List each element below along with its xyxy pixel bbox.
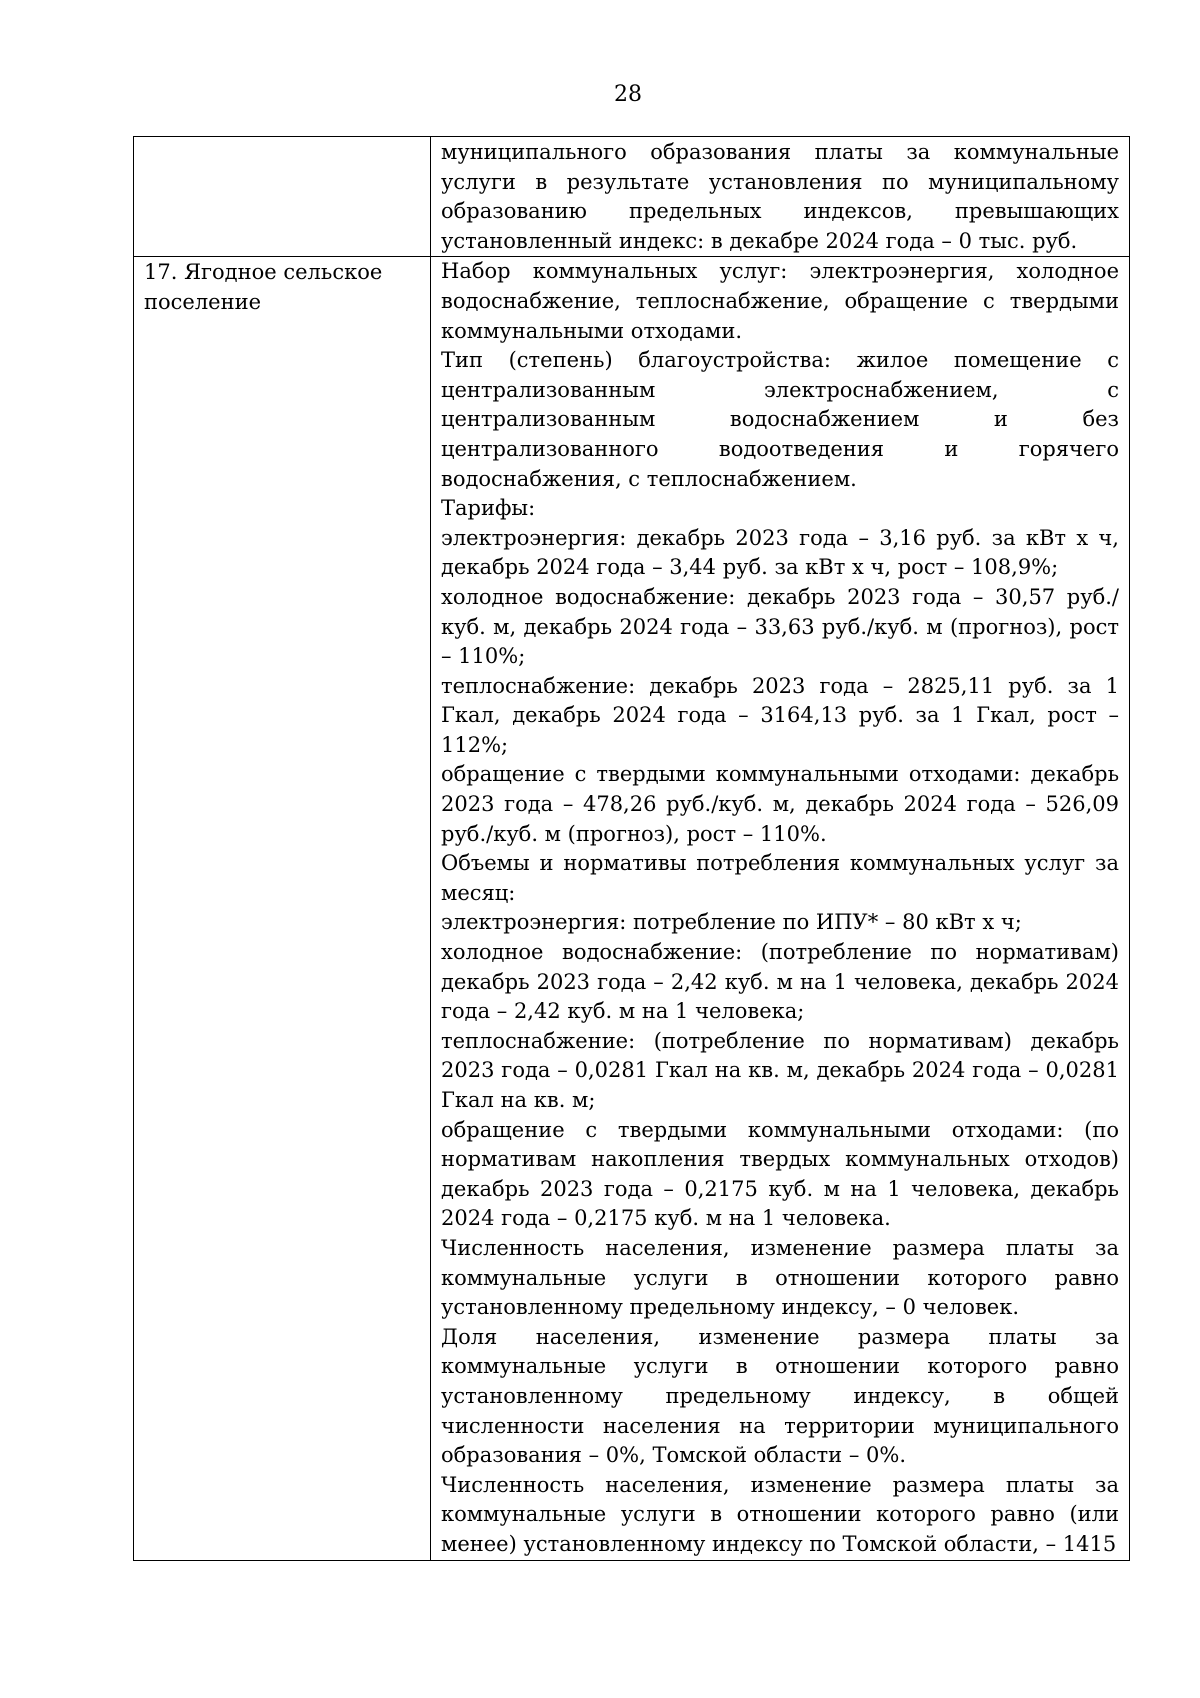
- paragraph: Доля населения, изменение размера платы за коммунальные услуги в отношении которого равно установленному предельному индексу, в общей численности населения на территории муниципального образования – 0%, Томской области – 0%.: [441, 1324, 1119, 1468]
- paragraph: Объемы и нормативы потребления коммунальных услуг за месяц:: [441, 851, 1119, 905]
- paragraph: Численность населения, изменение размера платы за коммунальные услуги в отношении которого равно (или менее) установленному индексу по Томской области, – 1415: [441, 1472, 1119, 1556]
- table-row: [134, 137, 1130, 257]
- tariff-table: [133, 136, 1130, 1561]
- paragraph: Тип (степень) благоустройства: жилое помещение с централизованным электроснабжением, с централизованным водоснабжением и без централизованного водоотведения и горячего водоснабжения, с теплоснабжением.: [441, 348, 1119, 491]
- paragraph: обращение с твердыми коммунальными отходами: декабрь 2023 года – 478,26 руб./куб. м, декабрь 2024 года – 526,09 руб./куб. м (прогноз), рост – 110%.: [441, 762, 1119, 846]
- municipality-name: 17. Ягодное сельское поселение: [144, 260, 383, 314]
- municipality-name: [144, 137, 420, 138]
- description-cell: [431, 257, 1130, 1560]
- municipality-cell: [134, 257, 431, 1560]
- page-number: 28: [614, 82, 642, 107]
- paragraph: теплоснабжение: декабрь 2023 года – 2825,11 руб. за 1 Гкал, декабрь 2024 года – 3164,13 руб. за 1 Гкал, рост – 112%;: [441, 673, 1119, 757]
- paragraph: холодное водоснабжение: (потребление по нормативам) декабрь 2023 года – 2,42 куб. м на 1 человека, декабрь 2024 года – 2,42 куб. м на 1 человека;: [441, 940, 1119, 1024]
- paragraph: теплоснабжение: (потребление по нормативам) декабрь 2023 года – 0,0281 Гкал на кв. м, декабрь 2024 года – 0,0281 Гкал на кв. м;: [441, 1028, 1119, 1112]
- paragraph: муниципального образования платы за коммунальные услуги в результате установления по муниципальному образованию предельных индексов, превышающих установленный индекс: в декабре 2024 года – 0 тыс. руб.: [441, 140, 1119, 253]
- paragraph: Численность населения, изменение размера платы за коммунальные услуги в отношении которого равно установленному предельному индексу, – 0 человек.: [441, 1235, 1119, 1320]
- description-cell: [431, 137, 1130, 257]
- paragraph: электроэнергия: декабрь 2023 года – 3,16 руб. за кВт х ч, декабрь 2024 года – 3,44 руб. за кВт х ч, рост – 108,9%;: [441, 525, 1119, 580]
- paragraph: холодное водоснабжение: декабрь 2023 года – 30,57 руб./куб. м, декабрь 2024 года – 33,63 руб./куб. м (прогноз), рост – 110%;: [441, 584, 1119, 669]
- paragraph: Набор коммунальных услуг: электроэнергия, холодное водоснабжение, теплоснабжение, обращение с твердыми коммунальными отходами.: [441, 259, 1119, 343]
- municipality-cell: [134, 137, 431, 257]
- paragraph: Тарифы:: [441, 496, 536, 521]
- paragraph: электроэнергия: потребление по ИПУ* – 80 кВт х ч;: [441, 910, 1022, 935]
- table-row: [134, 257, 1130, 1560]
- paragraph: обращение с твердыми коммунальными отходами: (по нормативам накопления твердых коммунальных отходов) декабрь 2023 года – 0,2175 куб. м на 1 человека, декабрь 2024 года – 0,2175 куб. м на 1 человека.: [441, 1117, 1119, 1231]
